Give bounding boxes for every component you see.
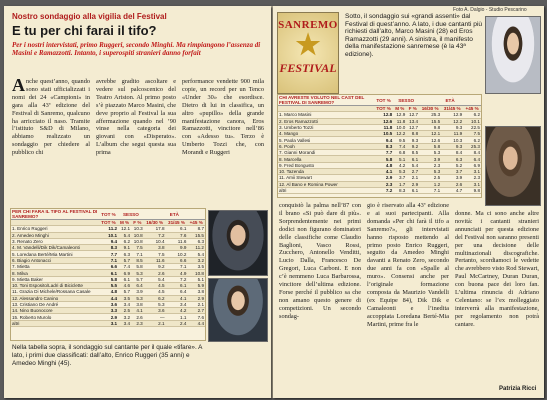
percent-cell: 11.2 xyxy=(187,245,205,251)
photo-marco-masini xyxy=(485,16,541,94)
percent-cell: 5.2 xyxy=(441,162,463,168)
percent-cell: 5.7 xyxy=(131,276,144,282)
percent-cell: 2.3 xyxy=(131,320,144,326)
percent-cell: 15.5 xyxy=(187,232,205,238)
percent-cell: 11.8 xyxy=(374,124,393,130)
percent-cell: 8.3 xyxy=(99,245,118,251)
percent-cell: 22.5 xyxy=(463,124,481,130)
percent-cell: 2.9 xyxy=(374,175,393,181)
percent-cell: 6.1 xyxy=(99,270,118,276)
percent-cell: 3.8 xyxy=(187,289,205,295)
percent-cell: 5.3 xyxy=(419,150,441,156)
article-column-5: gio è riservato alla 43ª edizione e ai suoi partecipanti. Alla domanda «Per chi farà il tifo a Sanremo?», gli intervistati hanno risposto mettendo al primo posto Enrico Ruggeri, seguito da Amedeo Minghi davanti a Renato Zero, secondo due anni fa con «Spalle al muro». Consensi anche per l’originale formazione composta da Maurizio Vandelli (ex Equipe 84), Dik Dik e Camaleonti e l’inedita accoppiata Loredana Berté-Mia Martini, prime fra le xyxy=(367,202,449,328)
percent-cell: 2.9 xyxy=(406,181,419,187)
percent-cell: 6.2 xyxy=(463,112,481,118)
percent-cell: 3.8 xyxy=(144,245,166,251)
percent-cell: 4.6 xyxy=(118,282,131,288)
percent-cell: 2.3 xyxy=(463,175,481,181)
percent-cell: 9.4 xyxy=(99,238,118,244)
article-column-4: conquistò la palma nell’87 con il brano «Si può dare di più». Sorprendentemente nei primi dodici non figurano dominatori delle classifiche come Claudio Baglioni, Vasco Rossi, Zucchero, Antonello Venditti, Lucio Dalla, Francesco De Gregori, Luca Carboni. E non c’è nemmeno Luca Barbarossa, vincitore dell’ultima edizione. Forse perché il pubblico sa che non amano questo genere di competizioni. Un secondo sondag- xyxy=(279,202,361,320)
percent-cell: 10.0 xyxy=(393,124,406,130)
percent-cell: 5.8 xyxy=(99,276,118,282)
percent-cell: 7.4 xyxy=(393,143,406,149)
percent-cell: 9.4 xyxy=(374,137,393,143)
percent-cell: 7.7 xyxy=(99,251,118,257)
star-icon: ★ xyxy=(295,30,321,61)
column-1-text: nche quest’anno, quando sono stati ufficializzati i nomi dei 24 «Campioni» in gara alla 43ª edizione del Festival di Sanremo, qualcuno ha arricciato il naso. Tramite l’istituto S&D di Milano, abbiamo realizzato un sondaggio per chiedere al pubblico chi xyxy=(12,78,90,157)
percent-cell: 11.9 xyxy=(441,131,463,137)
percent-cell: 7.5 xyxy=(131,245,144,251)
percent-cell: 6.4 xyxy=(166,289,188,295)
percent-cell: 3.4 xyxy=(118,301,131,307)
singer-name-cell: 7. Mietta xyxy=(11,264,99,270)
singer-name-cell: 1. Enrico Ruggeri xyxy=(11,226,99,232)
singer-name-cell: 4. M. Vandelli/Dik Dik/Camaleonti xyxy=(11,245,99,251)
percent-cell: 5.8 xyxy=(131,264,144,270)
percent-cell: 4.4 xyxy=(187,320,205,326)
percent-cell: 3.9 xyxy=(441,175,463,181)
percent-cell: 5.3 xyxy=(131,295,144,301)
percent-cell: 2.1 xyxy=(144,320,166,326)
percent-cell: 10.3 xyxy=(441,137,463,143)
percent-cell: 15.5 xyxy=(419,118,441,124)
singer-name-cell: 13. Cristiano De André xyxy=(11,301,99,307)
percent-cell: 2.5 xyxy=(118,308,131,314)
poster-title-bottom: FESTIVAL xyxy=(279,61,337,75)
percent-cell: 11.6 xyxy=(166,238,188,244)
percent-cell: 7.1 xyxy=(99,257,118,263)
percent-cell: 12.7 xyxy=(406,124,419,130)
percent-cell: 6.4 xyxy=(131,282,144,288)
col-header: TOT % xyxy=(99,209,118,220)
percent-cell: 25.3 xyxy=(463,143,481,149)
percent-cell: 6.1 xyxy=(406,187,419,193)
percent-cell: 3.4 xyxy=(166,301,188,307)
percent-cell: 4.8 xyxy=(374,162,393,168)
percent-cell: 3.2 xyxy=(118,314,131,320)
percent-cell: 2.6 xyxy=(441,181,463,187)
left-page xyxy=(4,6,271,398)
percent-cell: 9.3 xyxy=(441,124,463,130)
percent-cell: 10.8 xyxy=(131,238,144,244)
article-standfirst: Per i nostri intervistati, primo Ruggeri, secondo Minghi. Ma rimpiangono l’assenza di Masini e Ramazzotti. Intanto, i superospiti stranieri danno forfait xyxy=(12,41,261,58)
percent-cell: 3.6 xyxy=(99,301,118,307)
singer-name-cell: 11. Grazia Di Michele/Rossana Casale xyxy=(11,289,99,295)
percent-cell: 3.7 xyxy=(441,168,463,174)
percent-cell: 12.1 xyxy=(118,226,131,232)
percent-cell: 6.9 xyxy=(463,162,481,168)
percent-cell: 12.6 xyxy=(374,118,393,124)
percent-cell: 3.9 xyxy=(131,289,144,295)
photo-enrico-ruggeri xyxy=(208,210,268,276)
singer-name-cell: 6. Pooh xyxy=(278,143,374,149)
subheader-cell: 31/45 % xyxy=(441,106,463,112)
percent-cell: 9.8 xyxy=(463,187,481,193)
subheader-cell: +45 % xyxy=(187,220,205,226)
singer-name-cell: 8. Marcella xyxy=(278,156,374,162)
percent-cell: 10.4 xyxy=(144,238,166,244)
singer-name-cell: 12. Alessandro Canino xyxy=(11,295,99,301)
subheader-cell: F % xyxy=(406,106,419,112)
percent-cell: 7.7 xyxy=(374,150,393,156)
percent-cell: 3.4 xyxy=(118,320,131,326)
percent-cell: 6.3 xyxy=(118,251,131,257)
article-column-6: donne. Ma ci sono anche altre novità: i cantanti stranieri annunciati per questa edizione del Festival non saranno presenti per una decisione delle multinazionali discografiche. Pertanto, scordiamoci le vedette che avrebbero visto Rod Stewart, Paul McCartney, Duran Duran, con buona pace dei loro fan. L’ultima rinuncia di Adriano Celentano: se l’ex molleggiato interverrà alla manifestazione, per regolamento non potrà cantare. xyxy=(455,210,539,328)
singer-name-cell: 2. Eros Ramazzotti xyxy=(278,118,374,124)
percent-cell: 7.5 xyxy=(144,251,166,257)
percent-cell: 11.2 xyxy=(99,226,118,232)
percent-cell: 8.5 xyxy=(406,150,419,156)
singer-name-cell: 12. Al Bano e Romina Power xyxy=(278,181,374,187)
singer-name-cell: 3. Umberto Tozzi xyxy=(278,124,374,130)
percent-cell: 12.9 xyxy=(393,112,406,118)
subheader-cell: 16/30 % xyxy=(419,106,441,112)
percent-cell: 10.8 xyxy=(187,270,205,276)
percent-cell: 2.3 xyxy=(419,162,441,168)
percent-cell: 5.8 xyxy=(419,143,441,149)
percent-cell: 8.8 xyxy=(406,131,419,137)
percent-cell: 6.2 xyxy=(118,238,131,244)
percent-cell: 12.6 xyxy=(419,137,441,143)
percent-cell: 8.3 xyxy=(393,187,406,193)
singer-name-cell: 2. Amedeo Minghi xyxy=(11,232,99,238)
article-column-2: avrebbe gradito ascoltare e vedere sul palcoscenico del Teatro Ariston. Al primo posto s’è piazzato Marco Masini, che deve proprio al Festival la sua affermazione quando nel ’90 vinse nella categoria dei giovani con «Disperato». L’album che segui questa sua prima xyxy=(96,78,176,157)
percent-cell: 25.3 xyxy=(419,112,441,118)
subheader-cell: 31/45 % xyxy=(166,220,188,226)
percent-cell: 8.5 xyxy=(131,257,144,263)
percent-cell: 6.2 xyxy=(463,137,481,143)
percent-cell: 5.1 xyxy=(187,276,205,282)
article-column-3: performance vendette 900 mila copie, un record per un Tenco «Under 30» che esordisce. Dietro di lui in classifica, un altro «pupillo» della grande manifestazione canora, Eros Ramazzotti, vincitore nell’86 con «Adesso tu». Terzo è Umberto Tozzi che, con Morandi e Ruggeri xyxy=(182,78,264,157)
percent-cell: 2.9 xyxy=(187,295,205,301)
percent-cell: 7.2 xyxy=(166,276,188,282)
percent-cell: 4.5 xyxy=(144,282,166,288)
percent-cell: 3.7 xyxy=(393,175,406,181)
singer-name-cell: 5. Loredana Berté/Mia Martini xyxy=(11,251,99,257)
percent-cell: 7.6 xyxy=(166,232,188,238)
percent-cell: 7.2 xyxy=(374,187,393,193)
percent-cell: 5.1 xyxy=(393,156,406,162)
percent-cell: 11.6 xyxy=(144,257,166,263)
percent-cell: 3.2 xyxy=(187,257,205,263)
percent-cell: 2.4 xyxy=(166,320,188,326)
percent-cell: 6.8 xyxy=(393,150,406,156)
percent-cell: 4.1 xyxy=(374,168,393,174)
percent-cell: 5.3 xyxy=(419,168,441,174)
col-header: TOT % xyxy=(374,95,393,106)
percent-cell: 6.1 xyxy=(406,156,419,162)
percent-cell: 6.1 xyxy=(166,282,188,288)
col-header-age: ETÀ xyxy=(144,209,205,220)
percent-cell: 9.1 xyxy=(118,245,131,251)
subheader-cell: TOT % xyxy=(374,106,393,112)
intro-caption: Sotto, il sondaggio sui «grandi assenti» dal Festival di quest’anno. A lato, i due cantanti più richiesti dall’alto, Marco Masini (28) ed Eros Ramazzotti (29 anni). A sinistra, il manifesto della manifestazione sanremese (è la 43ª edizione). xyxy=(345,13,483,58)
singer-name-cell: 10. Toni Esposito/Ladri di Biciclette xyxy=(11,282,99,288)
percent-cell: 2.9 xyxy=(99,314,118,320)
percent-cell: 6.4 xyxy=(463,156,481,162)
singer-name-cell: altri xyxy=(11,320,99,326)
percent-cell: 7.1 xyxy=(166,264,188,270)
percent-cell: 6.6 xyxy=(99,264,118,270)
percent-cell: 4.8 xyxy=(99,289,118,295)
singer-name-cell: 15. Roberto Murolo xyxy=(11,314,99,320)
percent-cell: 12.9 xyxy=(441,112,463,118)
percent-cell: 3.5 xyxy=(187,264,205,270)
percent-cell: 9.8 xyxy=(419,124,441,130)
singer-name-cell: 9. Fred Bongusto xyxy=(278,162,374,168)
percent-cell: 10.5 xyxy=(374,131,393,137)
percent-cell: 2.7 xyxy=(187,308,205,314)
percent-cell: 3.5 xyxy=(118,295,131,301)
percent-cell: 2.7 xyxy=(406,168,419,174)
percent-cell: 4.5 xyxy=(144,289,166,295)
percent-cell: 7.1 xyxy=(419,187,441,193)
percent-cell: — xyxy=(144,314,166,320)
percent-cell: 2.5 xyxy=(419,175,441,181)
article-kicker: Nostro sondaggio alla vigilia del Festival xyxy=(12,12,167,21)
percent-cell: 6.9 xyxy=(118,270,131,276)
percent-cell: 2.1 xyxy=(406,175,419,181)
percent-cell: 5.3 xyxy=(131,270,144,276)
poll-table-box-right xyxy=(277,94,482,198)
percent-cell: 6.1 xyxy=(118,276,131,282)
percent-cell: 6.3 xyxy=(187,238,205,244)
subheader-cell: M % xyxy=(395,106,405,112)
article-headline: E tu per chi farai il tifo? xyxy=(12,23,157,38)
singer-name-cell: 8. Milva xyxy=(11,270,99,276)
percent-cell: 8.4 xyxy=(463,150,481,156)
percent-cell: 5.3 xyxy=(144,301,166,307)
percent-cell: 7.5 xyxy=(463,131,481,137)
percent-cell: 2.1 xyxy=(187,301,205,307)
singer-name-cell: altri xyxy=(278,187,374,193)
percent-cell: 5.4 xyxy=(144,276,166,282)
percent-cell: 4.9 xyxy=(166,270,188,276)
percent-cell: 5.4 xyxy=(118,232,131,238)
percent-cell: 4.1 xyxy=(131,308,144,314)
table-caption: Nella tabella sopra, il sondaggio sul cantante per il quale «tifare». A lato, i primi due classificati: dall’alto, Enrico Ruggeri (35 anni) e Amedeo Minghi (45). xyxy=(12,344,203,367)
percent-cell: 5.4 xyxy=(406,162,419,168)
percent-cell: 4.4 xyxy=(99,295,118,301)
singer-name-cell: 4. Mango xyxy=(278,131,374,137)
poll-table-body xyxy=(11,220,205,327)
poster-title-top: SANREMO xyxy=(278,19,338,31)
percent-cell: 5.9 xyxy=(187,282,205,288)
right-page xyxy=(273,6,544,398)
col-header-sex: SESSO xyxy=(118,209,144,220)
percent-cell: 12.8 xyxy=(374,112,393,118)
photo-credit: Foto A. Dalgio - Studio Pescarino xyxy=(453,7,527,13)
percent-cell: 3.1 xyxy=(99,320,118,326)
percent-cell: 7.6 xyxy=(187,314,205,320)
percent-cell: 3.1 xyxy=(463,181,481,187)
drop-cap: A xyxy=(12,78,25,95)
photo-amedeo-minghi xyxy=(208,278,268,342)
percent-cell: 8.4 xyxy=(441,150,463,156)
percent-cell: 8.7 xyxy=(187,226,205,232)
percent-cell: 4.2 xyxy=(393,162,406,168)
table-row xyxy=(11,320,205,326)
percent-cell: 9.2 xyxy=(144,264,166,270)
author-byline: Patrizia Ricci xyxy=(499,386,537,392)
singer-name-cell: 3. Renato Zero xyxy=(11,238,99,244)
percent-cell: 5.7 xyxy=(118,257,131,263)
percent-cell: 9.3 xyxy=(441,143,463,149)
col-header-age: ETÀ xyxy=(419,95,481,106)
singer-name-cell: 6. Biagio Antonacci xyxy=(11,257,99,263)
subheader-cell: M % xyxy=(119,219,130,225)
subheader-cell: F % xyxy=(131,220,144,226)
singer-name-cell: 5. Paola Vallesi xyxy=(278,137,374,143)
percent-cell: 5.8 xyxy=(374,156,393,162)
subheader-cell: TOT % xyxy=(99,220,118,226)
percent-cell: 12.2 xyxy=(441,118,463,124)
percent-cell: 2.6 xyxy=(131,314,144,320)
percent-cell: 5.3 xyxy=(393,168,406,174)
percent-cell: 9.5 xyxy=(393,137,406,143)
percent-cell: 4.7 xyxy=(441,187,463,193)
singer-name-cell: 11. Amii Stewart xyxy=(278,175,374,181)
percent-cell: 4.1 xyxy=(166,295,188,301)
percent-cell: 8.3 xyxy=(374,143,393,149)
percent-cell: 1.7 xyxy=(393,181,406,187)
poll-table-left xyxy=(11,209,205,327)
percent-cell: 10.1 xyxy=(99,232,118,238)
percent-cell: 3.3 xyxy=(99,308,118,314)
percent-cell: 5.5 xyxy=(99,282,118,288)
percent-cell: 9.2 xyxy=(406,143,419,149)
percent-cell: 3.8 xyxy=(131,301,144,307)
percent-cell: 7.2 xyxy=(144,232,166,238)
article-column-1 xyxy=(12,78,90,208)
percent-cell: 6.6 xyxy=(166,257,188,263)
subheader-cell: 16/30 % xyxy=(144,220,166,226)
percent-cell: 10.2 xyxy=(166,251,188,257)
percent-cell: 9.9 xyxy=(166,245,188,251)
percent-cell: 10.1 xyxy=(463,118,481,124)
singer-name-cell: 9. Mietta Baker xyxy=(11,276,99,282)
percent-cell: 1.2 xyxy=(419,181,441,187)
percent-cell: 9.3 xyxy=(406,137,419,143)
percent-cell: 5.7 xyxy=(118,289,131,295)
singer-name-cell: 14. Nino Buonocore xyxy=(11,308,99,314)
singer-name-cell: 10. Tazenda xyxy=(278,168,374,174)
poll-table-box-left xyxy=(10,208,206,341)
percent-cell: 12.7 xyxy=(406,112,419,118)
poll-table-body xyxy=(278,106,481,194)
percent-cell: 17.8 xyxy=(144,226,166,232)
poll-table-right xyxy=(278,95,481,194)
photo-eros-ramazzotti xyxy=(485,126,541,206)
percent-cell: 5.4 xyxy=(187,251,205,257)
percent-cell: 3.1 xyxy=(463,168,481,174)
percent-cell: 6.2 xyxy=(144,295,166,301)
poll-question: CHI AVRESTE VOLUTO NEL CAST DEL FESTIVAL DI SANREMO? xyxy=(278,95,374,106)
percent-cell: 3.6 xyxy=(144,308,166,314)
percent-cell: 12.1 xyxy=(419,131,441,137)
percent-cell: 10.3 xyxy=(131,226,144,232)
subheader-cell: +45 % xyxy=(463,106,481,112)
percent-cell: 6.1 xyxy=(166,226,188,232)
percent-cell: 7.4 xyxy=(118,264,131,270)
percent-cell: 7.1 xyxy=(131,251,144,257)
percent-cell: 6.3 xyxy=(441,156,463,162)
percent-cell: 11.8 xyxy=(393,118,406,124)
percent-cell: 1.1 xyxy=(166,314,188,320)
singer-name-cell: 7. Gianni Morandi xyxy=(278,150,374,156)
poll-question: PER CHI FARA IL TIFO AL FESTIVAL DI SANREMO? xyxy=(12,209,98,219)
percent-cell: 3.9 xyxy=(419,156,441,162)
percent-cell: 4.2 xyxy=(166,308,188,314)
table-row xyxy=(278,187,481,193)
percent-cell: 2.3 xyxy=(374,181,393,187)
percent-cell: 12.2 xyxy=(393,131,406,137)
percent-cell: 13.4 xyxy=(406,118,419,124)
col-header-sex: SESSO xyxy=(393,95,419,106)
sanremo-festival-poster xyxy=(277,12,339,94)
percent-cell: 2.6 xyxy=(144,270,166,276)
percent-cell: 10.8 xyxy=(131,232,144,238)
singer-name-cell: 1. Marco Masini xyxy=(278,112,374,118)
